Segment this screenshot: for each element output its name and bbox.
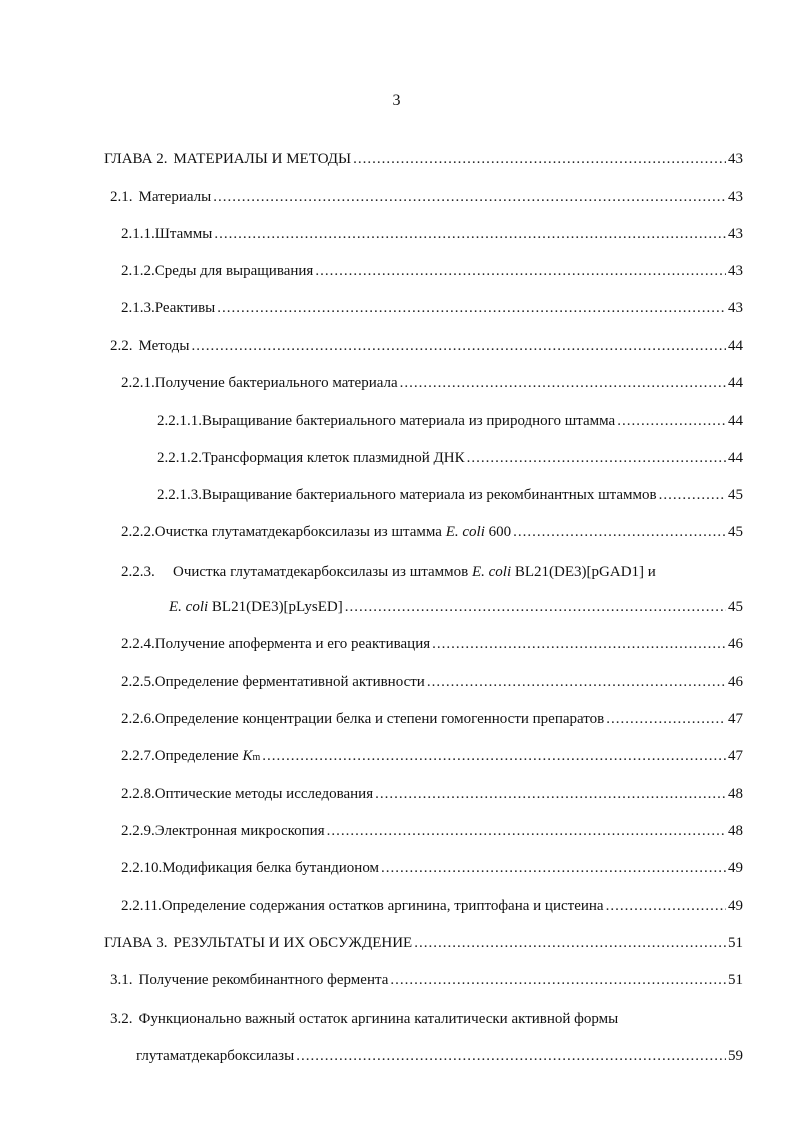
toc-number: ГЛАВА 3.: [104, 935, 168, 951]
toc-leader-dots: [432, 633, 726, 655]
toc-title: Электронная микроскопия: [154, 823, 325, 839]
toc-title: Материалы: [138, 189, 212, 205]
toc-number: 2.1.2.: [121, 263, 155, 279]
toc-number: 2.2.2.: [121, 524, 155, 540]
toc-number: ГЛАВА 2.: [104, 151, 168, 167]
toc-entry-2-1: [110, 186, 743, 208]
toc-leader-dots: [617, 410, 726, 432]
toc-page: 46: [728, 636, 743, 652]
toc-entry-chapter-3: [104, 932, 743, 954]
toc-entry-2-2-2: [121, 521, 743, 543]
toc-cont-text: глутаматдекарбоксилазы: [136, 1048, 295, 1064]
toc-title: Получение рекомбинантного фермента: [138, 972, 389, 988]
toc-number: 3.1.: [110, 972, 133, 988]
toc-title: Получение апофермента и его реактивация: [154, 636, 431, 652]
toc-title-italic: E. coli: [445, 524, 485, 540]
toc-title: Реактивы: [154, 300, 216, 316]
toc-leader-dots: [467, 447, 726, 469]
toc-number: 2.2.11.: [121, 898, 162, 914]
toc-number: 2.2.1.2.: [157, 450, 202, 466]
toc-number: 2.1.3.: [121, 300, 155, 316]
toc-entry-3-1: [110, 969, 743, 991]
toc-leader-dots: [327, 820, 726, 842]
toc-number: 3.2.: [110, 1011, 133, 1027]
toc-title: МАТЕРИАЛЫ И МЕТОДЫ: [173, 151, 352, 167]
toc-page: 59: [728, 1048, 743, 1064]
toc-title: Очистка глутаматдекарбоксилазы из штамма: [154, 524, 442, 540]
toc-entry-2-2: [110, 335, 743, 357]
toc-entry-3-2-continuation: [136, 1045, 743, 1067]
toc-title-after: 600: [488, 524, 512, 540]
toc-entry-2-1-3: [121, 297, 743, 319]
toc-title-after: BL21(DE3)[pGAD1] и: [514, 564, 656, 580]
toc-page: 44: [728, 338, 743, 354]
toc-page: 43: [728, 226, 743, 242]
toc-leader-dots: [400, 372, 726, 394]
toc-page: 43: [728, 300, 743, 316]
toc-entry-3-2: [110, 1008, 618, 1030]
toc-title: Среды для выращивания: [154, 263, 314, 279]
toc-number: 2.2.9.: [121, 823, 155, 839]
toc-leader-dots: [414, 932, 726, 954]
toc-entry-2-2-11: [121, 895, 743, 917]
toc-leader-dots: [375, 783, 726, 805]
toc-title: РЕЗУЛЬТАТЫ И ИХ ОБСУЖДЕНИЕ: [173, 935, 413, 951]
toc-title: Функционально важный остаток аргинина каталитически активной формы: [138, 1011, 619, 1027]
toc-leader-dots: [217, 297, 726, 319]
toc-entry-2-2-1-1: [157, 410, 743, 432]
toc-title-italic: K: [242, 748, 253, 764]
toc-entry-chapter-2: [104, 148, 743, 170]
toc-entry-2-2-10: [121, 857, 743, 879]
toc-number: 2.2.10.: [121, 860, 163, 876]
toc-title-italic: E. coli: [471, 564, 512, 580]
toc-page: 51: [728, 935, 743, 951]
toc-leader-dots: [427, 671, 726, 693]
toc-leader-dots: [381, 857, 726, 879]
toc-page: 48: [728, 786, 743, 802]
toc-leader-dots: [262, 745, 726, 767]
toc-entry-2-2-3-continuation: [169, 596, 743, 618]
toc-title: Определение концентрации белка и степени гомогенности препаратов: [154, 711, 605, 727]
toc-leader-dots: [353, 148, 726, 170]
toc-title: Определение ферментативной активности: [154, 674, 425, 690]
toc-title: Методы: [138, 338, 190, 354]
toc-title: Выращивание бактериального материала из природного штамма: [202, 413, 616, 429]
toc-entry-2-2-1-2: [157, 447, 743, 469]
toc-page: 44: [728, 413, 743, 429]
toc-cont-after: BL21(DE3)[pLysED]: [211, 599, 343, 615]
toc-number: 2.1.: [110, 189, 133, 205]
toc-number: 2.2.5.: [121, 674, 155, 690]
toc-leader-dots: [345, 596, 726, 618]
toc-entry-2-2-9: [121, 820, 743, 842]
toc-entry-2-2-8: [121, 783, 743, 805]
toc-entry-2-1-2: [121, 260, 743, 282]
toc-leader-dots: [214, 223, 726, 245]
toc-leader-dots: [296, 1045, 726, 1067]
toc-leader-dots: [390, 969, 726, 991]
toc-page: 45: [728, 599, 743, 615]
toc-number: 2.2.3.: [121, 564, 155, 580]
toc-title: Оптические методы исследования: [154, 786, 374, 802]
toc-page: 47: [728, 748, 743, 764]
toc-leader-dots: [606, 708, 726, 730]
toc-entry-2-2-3: [121, 561, 656, 583]
toc-number: 2.2.6.: [121, 711, 155, 727]
toc-page: 44: [728, 375, 743, 391]
toc-number: 2.2.: [110, 338, 133, 354]
toc-leader-dots: [606, 895, 726, 917]
toc-title: Штаммы: [154, 226, 213, 242]
toc-number: 2.2.1.3.: [157, 487, 202, 503]
toc-leader-dots: [513, 521, 726, 543]
toc-number: 2.2.1.: [121, 375, 155, 391]
toc-number: 2.2.7.: [121, 748, 155, 764]
toc-page: 43: [728, 151, 743, 167]
toc-title: Определение: [154, 748, 239, 764]
toc-page: 43: [728, 263, 743, 279]
toc-page: 47: [728, 711, 743, 727]
toc-entry-2-2-1-3: [157, 484, 743, 506]
toc-page: 49: [728, 898, 743, 914]
toc-number: 2.2.1.1.: [157, 413, 202, 429]
toc-entry-2-2-5: [121, 671, 743, 693]
toc-number: 2.2.4.: [121, 636, 155, 652]
toc-entry-2-2-4: [121, 633, 743, 655]
toc-title: Выращивание бактериального материала из рекомбинантных штаммов: [202, 487, 657, 503]
toc-title: Трансформация клеток плазмидной ДНК: [202, 450, 465, 466]
toc-page: 46: [728, 674, 743, 690]
toc-leader-dots: [191, 335, 726, 357]
toc-page: 45: [728, 524, 743, 540]
toc-page: 44: [728, 450, 743, 466]
toc-entry-2-2-6: [121, 708, 743, 730]
toc-leader-dots: [659, 484, 726, 506]
toc-entry-2-2-1: [121, 372, 743, 394]
toc-leader-dots: [213, 186, 726, 208]
toc-number: 2.1.1.: [121, 226, 155, 242]
toc-entry-2-1-1: [121, 223, 743, 245]
toc-leader-dots: [315, 260, 726, 282]
toc-title: Очистка глутаматдекарбоксилазы из штаммов: [173, 564, 469, 580]
toc-title: Определение содержания остатков аргинина, триптофана и цистеина: [161, 898, 604, 914]
toc-page: 45: [728, 487, 743, 503]
toc-title: Модификация белка бутандионом: [162, 860, 380, 876]
toc-cont-italic: E. coli: [169, 599, 209, 615]
toc-title: Получение бактериального материала: [154, 375, 398, 391]
toc-page: 48: [728, 823, 743, 839]
toc-number: 2.2.8.: [121, 786, 155, 802]
toc-page: 51: [728, 972, 743, 988]
toc-page: 43: [728, 189, 743, 205]
toc-page: 49: [728, 860, 743, 876]
toc-title-subscript: m: [252, 752, 261, 763]
page-number: 3: [392, 92, 401, 109]
toc-entry-2-2-7: [121, 745, 743, 767]
